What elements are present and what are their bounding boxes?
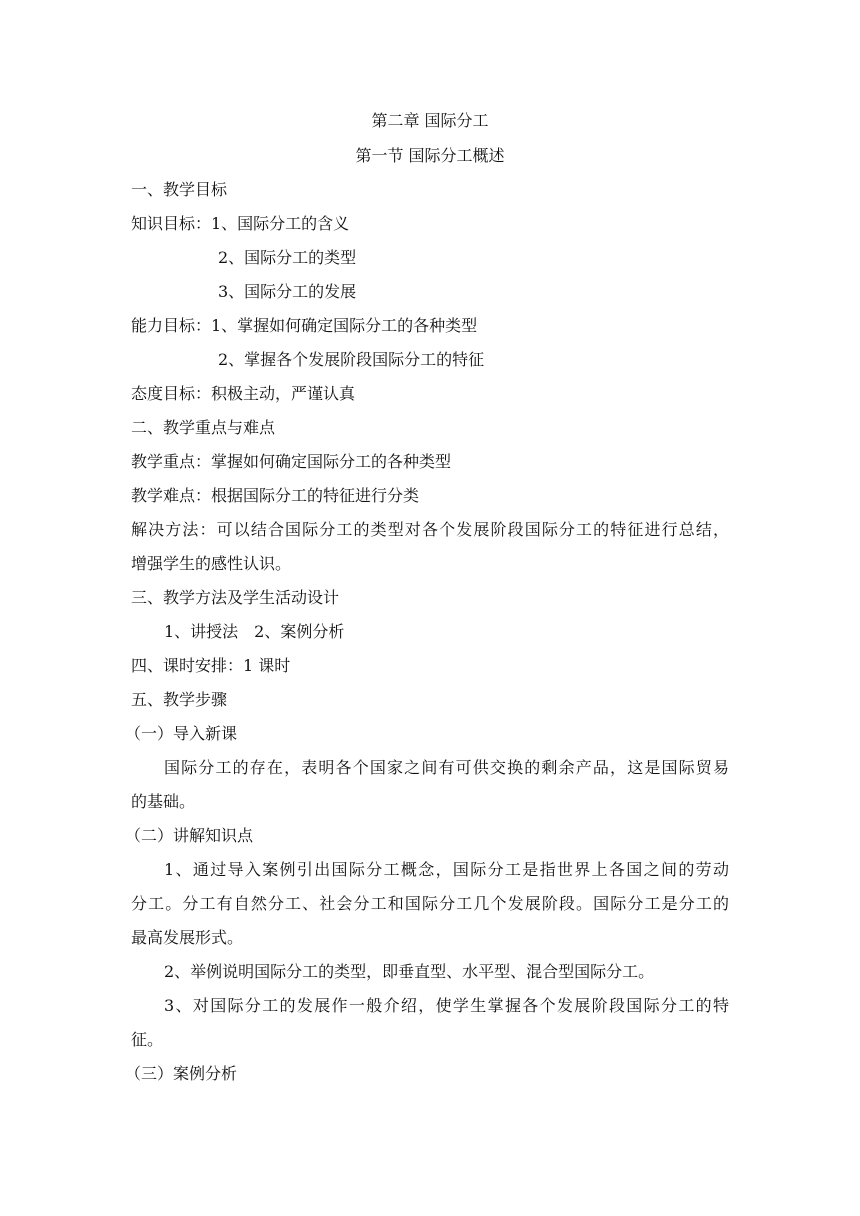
methods-items: 1、讲授法 2、案例分析 [164,622,345,641]
intro-line-2: 的基础。 [131,792,196,811]
teaching-focus: 教学重点：掌握如何确定国际分工的各种类型 [131,452,452,471]
intro-line-1: 国际分工的存在，表明各个国家之间有可供交换的剩余产品，这是国际贸易 [164,758,729,777]
point-1-line-3: 最高发展形式。 [131,928,244,947]
intro-heading: （一）导入新课 [125,724,238,743]
point-1-line-2: 分工。分工有自然分工、社会分工和国际分工几个发展阶段。国际分工是分工的 [131,894,729,913]
case-heading: （三）案例分析 [125,1064,238,1083]
key-points-heading: 二、教学重点与难点 [131,418,276,437]
point-1-line-1: 1、通过导入案例引出国际分工概念，国际分工是指世界上各国之间的劳动 [164,860,729,879]
objectives-heading: 一、教学目标 [131,180,228,199]
point-3-line-2: 征。 [131,1030,164,1049]
ability-objective-2: 2、掌握各个发展阶段国际分工的特征 [218,350,485,369]
knowledge-objective-2: 2、国际分工的类型 [218,248,357,267]
knowledge-objective-1: 知识目标：1、国际分工的含义 [131,214,350,233]
point-3-line-1: 3、对国际分工的发展作一般介绍，使学生掌握各个发展阶段国际分工的特 [164,996,729,1015]
explain-heading: （二）讲解知识点 [125,826,254,845]
ability-objective-1: 能力目标：1、掌握如何确定国际分工的各种类型 [131,316,478,335]
chapter-title: 第二章 国际分工 [371,111,489,130]
solution-line-1: 解决方法：可以结合国际分工的类型对各个发展阶段国际分工的特征进行总结， [131,520,729,539]
solution-line-2: 增强学生的感性认识。 [131,554,292,573]
knowledge-objective-3: 3、国际分工的发展 [218,282,357,301]
steps-heading: 五、教学步骤 [131,690,228,709]
attitude-objective: 态度目标：积极主动，严谨认真 [131,384,356,403]
point-2: 2、举例说明国际分工的类型，即垂直型、水平型、混合型国际分工。 [164,962,655,981]
section-title: 第一节 国际分工概述 [355,146,505,165]
schedule-line: 四、课时安排：1 课时 [131,656,291,675]
methods-heading: 三、教学方法及学生活动设计 [131,588,340,607]
teaching-difficulty: 教学难点：根据国际分工的特征进行分类 [131,486,420,505]
